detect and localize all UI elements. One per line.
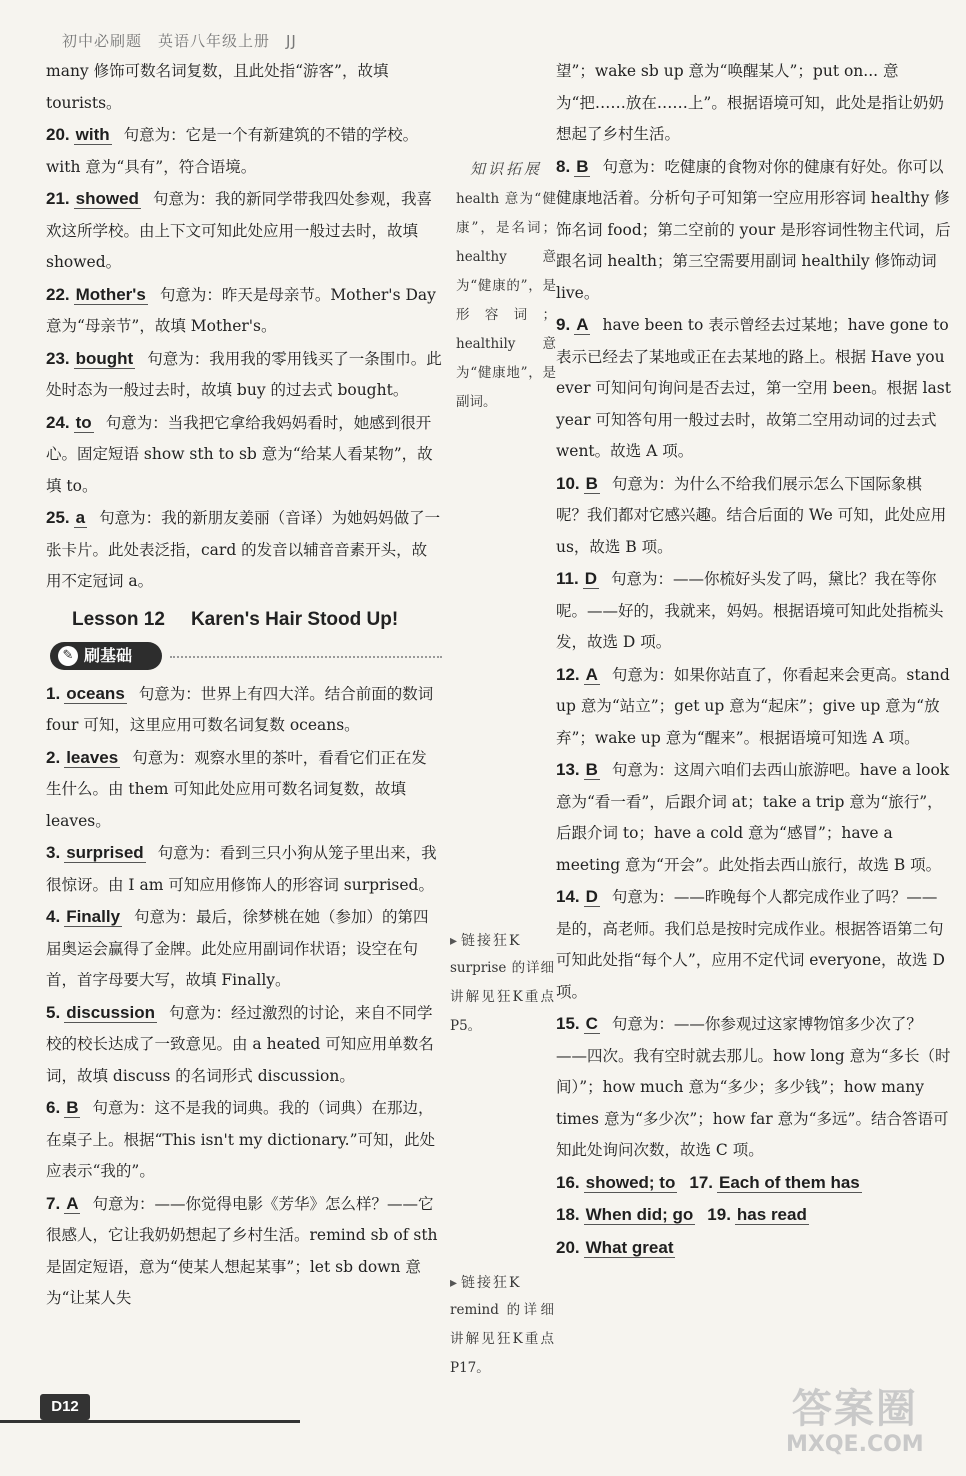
- short-answer-row: [556, 1167, 952, 1200]
- item-number: 4.: [46, 907, 61, 926]
- item-number: 21.: [46, 189, 70, 208]
- answer-item: [556, 754, 952, 881]
- item-number: 20.: [46, 125, 70, 144]
- item-answer: When did; go: [585, 1205, 694, 1224]
- item-explanation: 句意为：——你觉得电影《芳华》怎么样？——它很感人，它让我奶奶想起了乡村生活。remind sb of sth 是固定短语，意为“使某人想起某事”；let sb down 意为“让某人失: [46, 1194, 438, 1307]
- item-explanation: 句意为：我的新同学带我四处参观，我喜欢这所学校。由上下文可知此处应用一般过去时，故填 showed。: [46, 190, 432, 271]
- left-top-answers: [46, 56, 442, 598]
- item-explanation: 句意为：昨天是母亲节。Mother's Day 意为“母亲节”，故填 Mother's。: [46, 285, 436, 335]
- item-explanation: 句意为：当我把它拿给我妈妈看时，她感到很开心。固定短语 show sth to sb 意为“给某人看某物”，故填 to。: [46, 413, 433, 495]
- side-note-link-surprise: [450, 930, 554, 1041]
- right-column: [556, 56, 952, 1264]
- item-answer: discussion: [66, 1002, 155, 1022]
- side-link-text: surprise 的详细讲解见狂K重点P5。: [450, 960, 554, 1034]
- item-number: 12.: [556, 664, 580, 684]
- item-number: 13.: [556, 760, 580, 779]
- side-note-title: 知识拓展: [470, 160, 543, 178]
- item-number: 8.: [556, 156, 571, 176]
- answer-item: [556, 1008, 952, 1167]
- item-number: 5.: [46, 1002, 61, 1022]
- item-answer: B: [585, 760, 598, 779]
- short-answer-row: [556, 1199, 952, 1232]
- watermark-sub: MXQE.COM: [786, 1432, 924, 1457]
- answer-item: [556, 563, 952, 659]
- answer-item: [556, 659, 952, 755]
- left-column: [46, 56, 442, 1315]
- side-note-knowledge: [456, 158, 556, 417]
- item-number: 17.: [689, 1172, 713, 1192]
- item-number: 15.: [556, 1014, 580, 1033]
- answer-item: [46, 742, 442, 838]
- item-explanation: 句意为：我的新朋友姜丽（音译）为她妈妈做了一张卡片。此处表泛指，card 的发音以辅音音素开头，故用不定冠词 a。: [46, 509, 441, 590]
- item-answer: What great: [585, 1237, 674, 1257]
- side-note-text: health 意为“健康”，是名词；healthy 意为“健康的”，是形容词；healthily 意为“健康地”，是副词。: [456, 191, 556, 410]
- item-number: 24.: [46, 412, 70, 432]
- item-answer: B: [576, 156, 589, 176]
- answer-item: [46, 56, 442, 119]
- item-answer: Each of them has: [719, 1172, 860, 1192]
- item-explanation: 望”；wake sb up 意为“唤醒某人”；put on... 意为“把……放在……上”。根据语境可知，此处是指让奶奶想起了乡村生活。: [556, 62, 944, 143]
- side-link-label: ▸ 链接狂K: [450, 1272, 554, 1292]
- answer-item: [46, 901, 442, 997]
- item-explanation: 句意为：观察水里的茶叶，看看它们正在发生什么。由 them 可知此处应用可数名词复数，故填 leaves。: [46, 748, 427, 830]
- item-answer: oceans: [66, 683, 125, 703]
- answer-item: [46, 997, 442, 1093]
- item-answer: D: [584, 569, 597, 588]
- item-answer: a: [75, 508, 86, 527]
- answer-item: [46, 1092, 442, 1188]
- short-answer-row: [556, 1232, 952, 1265]
- lesson-number: Lesson 12: [72, 608, 165, 630]
- item-explanation: 句意为：——你参观过这家博物馆多少次了？——四次。我有空时就去那儿。how long 意为“多长（时间）”；how much 意为“多少；多少钱”；how many times 意为“多少次”；how far 意为“多远”。结合答语可知此处询问次数，故选 C 项。: [556, 1015, 951, 1159]
- page-header: 初中必刷题 英语八年级上册 JJ: [62, 32, 297, 50]
- answer-item: [556, 309, 952, 468]
- item-explanation: 句意为：我用我的零用钱买了一条围巾。此处时态为一般过去时，故填 buy 的过去式 bought。: [46, 349, 442, 399]
- answer-item: [46, 407, 442, 503]
- watermark: [786, 1386, 924, 1458]
- item-answer: to: [75, 412, 92, 432]
- item-answer: leaves: [66, 747, 119, 767]
- item-answer: showed; to: [585, 1172, 676, 1192]
- lesson-heading: [72, 606, 442, 634]
- item-number: 2.: [46, 747, 61, 767]
- item-answer: A: [585, 664, 598, 684]
- footer-rule: [0, 1420, 300, 1423]
- item-explanation: 句意为：为什么不给我们展示怎么下国际象棋呢？我们都对它感兴趣。结合后面的 We 可知，此处应用 us，故选 B 项。: [556, 474, 947, 556]
- item-number: 9.: [556, 315, 571, 334]
- answer-item: [556, 881, 952, 1008]
- answer-item: [46, 678, 442, 742]
- item-explanation: 句意为：如果你站直了，你看起来会更高。stand up 意为“站立”；get up 意为“起床”；give up 意为“放弃”；wake up 意为“醒来”。根据语境可知选 A 项。: [556, 665, 950, 747]
- item-answer: B: [585, 473, 598, 493]
- item-explanation: 句意为：经过激烈的讨论，来自不同学校的校长达成了一致意见。由 a heated 可知应用单数名词，故填 discuss 的名词形式 discussion。: [46, 1003, 434, 1085]
- dotted-divider: [170, 656, 442, 658]
- side-link-text: remind 的详细讲解见狂K重点P17。: [450, 1302, 554, 1376]
- item-answer: surprised: [66, 843, 144, 862]
- item-number: 22.: [46, 284, 70, 304]
- item-number: 18.: [556, 1205, 580, 1224]
- item-explanation: 句意为：——昨晚每个人都完成作业了吗？——是的，高老师。我们总是按时完成作业。根据答语第二句可知此处指“每个人”，应用不定代词 everyone，故选 D 项。: [556, 888, 945, 1001]
- item-number: 16.: [556, 1172, 580, 1192]
- item-explanation: many 修饰可数名词复数，且此处指“游客”，故填 tourists。: [46, 62, 389, 112]
- item-number: 7.: [46, 1193, 61, 1213]
- item-number: 14.: [556, 887, 580, 906]
- item-number: 11.: [556, 569, 579, 588]
- item-number: 3.: [46, 843, 61, 862]
- item-explanation: 句意为：世界上有四大洋。结合前面的数词 four 可知，这里应用可数名词复数 oceans。: [46, 684, 434, 734]
- answer-item: [46, 119, 442, 183]
- item-answer: has read: [736, 1205, 807, 1224]
- item-explanation: 句意为：——你梳好头发了吗，黛比？我在等你呢。——好的，我就来，妈妈。根据语境可知此处指梳头发，故选 D 项。: [556, 570, 944, 651]
- answer-item: [46, 502, 442, 598]
- item-number: 23.: [46, 348, 70, 368]
- item-explanation: 句意为：最后，徐梦桃在她（参加）的第四届奥运会赢得了金牌。此处应用副词作状语；设空在句首，首字母要大写，故填 Finally。: [46, 908, 429, 989]
- item-explanation: 句意为：吃健康的食物对你的健康有好处。你可以健康地活着。分析句子可知第一空应用形容词 healthy 修饰名词 food；第二空前的 your 是形容词性物主代词，后跟名词 health；第三空需要用副词 healthily 修饰动词 live。: [556, 157, 951, 302]
- item-answer: B: [66, 1098, 79, 1117]
- item-answer: with: [75, 125, 110, 144]
- answer-item: [556, 468, 952, 564]
- item-number: 6.: [46, 1098, 61, 1117]
- item-explanation: have been to 表示曾经去过某地；have gone to 表示已经去了某地或正在去某地的路上。根据 Have you ever 可知问句询问是否去过，第一空用 been。根据 last year 可知答句用一般过去时，故第二空用动词的过去式 went。故选 A 项。: [556, 316, 951, 460]
- left-bottom-answers: [46, 678, 442, 1315]
- page-number: D12: [40, 1394, 90, 1420]
- item-number: 1.: [46, 683, 61, 703]
- item-number: 19.: [707, 1205, 731, 1224]
- item-answer: C: [585, 1014, 598, 1033]
- section-badge-row: [46, 640, 442, 674]
- item-number: 25.: [46, 508, 70, 527]
- item-answer: Finally: [66, 907, 121, 926]
- answer-item: [46, 837, 442, 901]
- item-answer: D: [585, 887, 598, 906]
- side-link-label: ▸ 链接狂K: [450, 930, 554, 950]
- item-number: 10.: [556, 473, 580, 493]
- pencil-icon: ✎: [58, 646, 78, 666]
- item-answer: A: [66, 1193, 79, 1213]
- answer-item: [46, 343, 442, 407]
- item-number: 20.: [556, 1237, 580, 1257]
- answer-item: [46, 279, 442, 343]
- answer-item: [46, 1188, 442, 1315]
- item-answer: A: [576, 315, 589, 334]
- answer-item: [556, 151, 952, 310]
- item-answer: showed: [75, 189, 139, 208]
- item-answer: Mother's: [75, 284, 146, 304]
- item-explanation: 句意为：这不是我的词典。我的（词典）在那边，在桌子上。根据“This isn't my dictionary.”可知，此处应表示“我的”。: [46, 1099, 436, 1180]
- answer-item: [46, 183, 442, 279]
- lesson-title: Karen's Hair Stood Up!: [190, 608, 399, 630]
- watermark-main: 答案圈: [791, 1386, 918, 1432]
- item-explanation: 句意为：它是一个有新建筑的不错的学校。with 意为“具有”，符合语境。: [46, 126, 419, 176]
- section-badge-label: 刷基础: [84, 645, 133, 665]
- side-note-link-remind: [450, 1272, 554, 1383]
- answer-item: [556, 56, 952, 151]
- right-answers: [556, 56, 952, 1167]
- item-explanation: 句意为：看到三只小狗从笼子里出来，我很惊讶。由 I am 可知应用修饰人的形容词 surprised。: [46, 844, 437, 894]
- right-short-answers: [556, 1167, 952, 1265]
- item-explanation: 句意为：这周六咱们去西山旅游吧。have a look 意为“看一看”，后跟介词 at；take a trip 意为“旅行”，后跟介词 to；have a cold 意为“感冒”；have a meeting 意为“开会”。此处指去西山旅行，故选 B 项。: [556, 761, 950, 874]
- item-answer: bought: [75, 348, 134, 368]
- section-badge: [50, 642, 162, 670]
